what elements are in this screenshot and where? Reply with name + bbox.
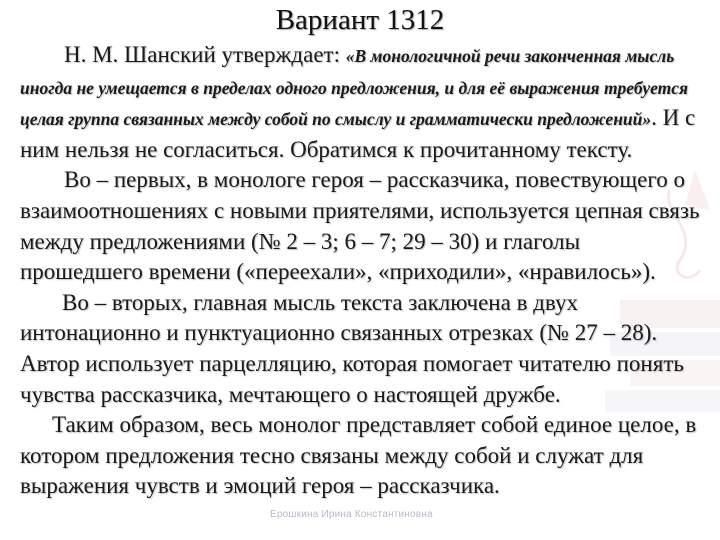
intro-quote: «В монологичной речи законченная мысль иногда не умещается в пределах одного предложения, и для её выражения требуется целая группа связанных между собой по смыслу и грамматически предложений» bbox=[20, 46, 689, 130]
intro-lead: Н. М. Шанский утверждает: bbox=[64, 42, 346, 67]
intro-paragraph bbox=[20, 40, 704, 165]
author-watermark: Ерошкина Ирина Константиновна bbox=[270, 509, 433, 520]
paragraph-first: Во – первых, в монологе героя – рассказчика, повествующего о взаимоотношениях с новыми приятелями, используется цепная связь между предложениями (№ 2 – 3; 6 – 7; 29 – 30) и глаголы прошедшего времени («переехали», «приходили», «нравилось»). bbox=[20, 167, 700, 285]
paragraph-second: Во – вторых, главная мысль текста заключена в двух интонационно и пунктуационно связанных отрезках (№ 27 – 28). Автор использует парцелляцию, которая помогает читателю понять чувства рассказчика, мечтающего о настоящей дружбе. bbox=[20, 289, 684, 407]
intro-tail: . И с ним нельзя не согласиться. Обратимся к прочитанному тексту. bbox=[20, 105, 696, 162]
essay-text bbox=[20, 40, 704, 502]
page-title: Вариант 1312 bbox=[275, 4, 445, 36]
paragraph-conclusion: Таким образом, весь монолог представляет собой единое целое, в котором предложения тесно связаны между собой и служат для выражения чувств и эмоций героя – рассказчика. bbox=[20, 412, 697, 499]
